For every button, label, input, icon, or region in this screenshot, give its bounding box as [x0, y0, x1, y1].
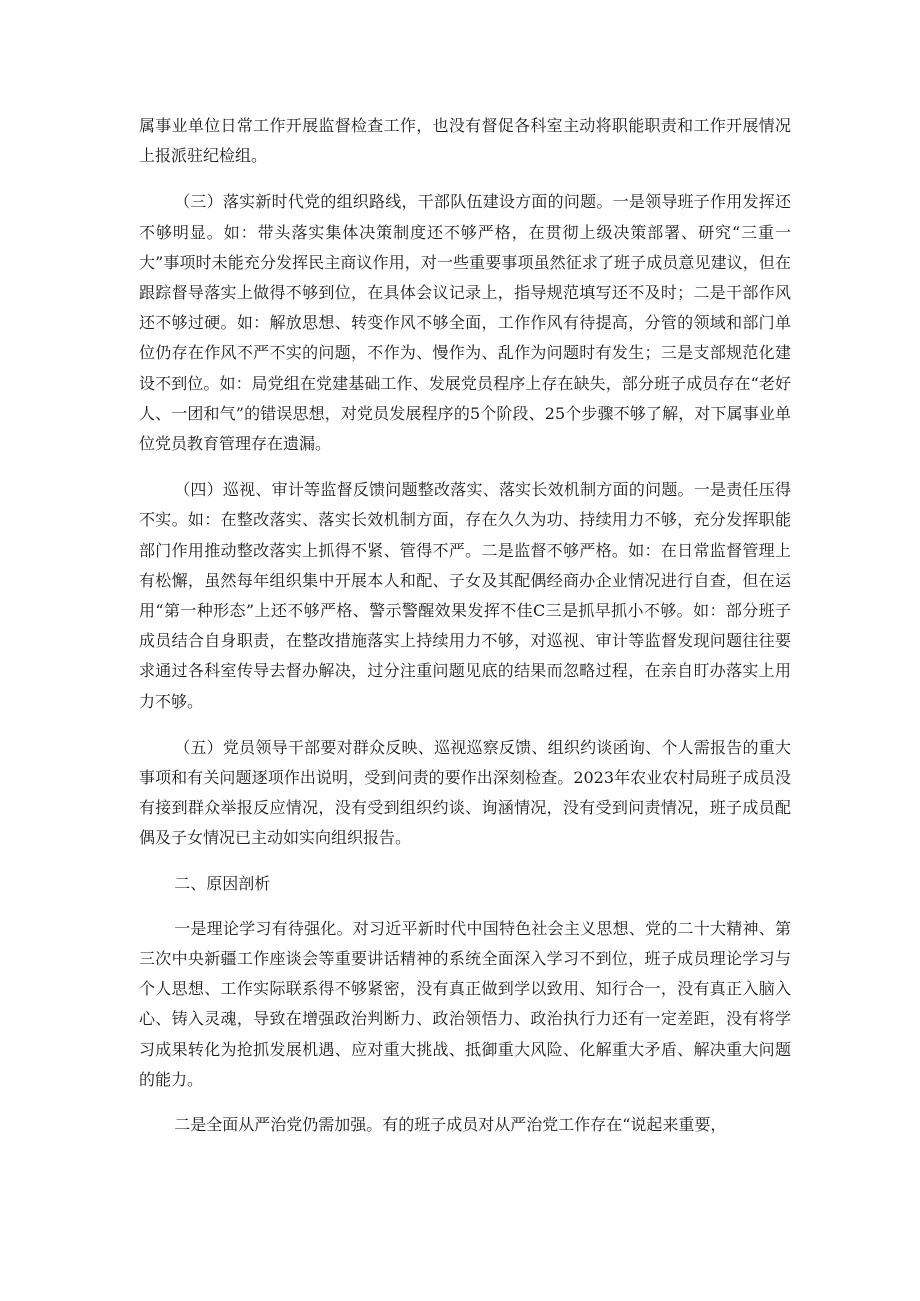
paragraph-reason-2: 二是全面从严治党仍需加强。有的班子成员对从严治党工作存在“说起来重要， [174, 1115, 727, 1135]
paragraph-section-3: （三）落实新时代党的组织路线，干部队伍建设方面的问题。一是领导班子作用发挥还不够明显。如：带头落实集体决策制度还不够严格，在贯彻上级决策部署、研究“三重一大”事项时未能充分发挥民主商议作用，对一些重要事项虽然征求了班子成员意见建议，但在跟踪督导落实上做得不够到位，在具体会议记录上，指导规范填写还不及时；二是干部作风还不够过硬。如：解放思想、转变作风不够全面，工作作风有待提高，分管的领域和部门单位仍存在作风不严不实的问题，不作为、慢作为、乱作为问题时有发生；三是支部规范化建设不到位。如：局党组在党建基础工作、发展党员程序上存在缺失，部分班子成员存在“老好人、一团和气”的错误思想，对党员发展程序的5个阶段、25个步骤不够了解，对下属事业单位党员教育管理存在遗漏。 [139, 192, 791, 454]
paragraph-section-5: （五）党员领导干部要对群众反映、巡视巡察反馈、组织约谈函询、个人需报告的重大事项和有关问题逐项作出说明，受到问责的要作出深刻检查。2023年农业农村局班子成员没有接到群众举报反应情况，没有受到组织约谈、询涵情况，没有受到问责情况，班子成员配偶及子女情况已主动如实向组织报告。 [139, 737, 791, 848]
paragraph-continuation: 属事业单位日常工作开展监督检查工作，也没有督促各科室主动将职能职责和工作开展情况上报派驻纪检组。 [139, 116, 791, 166]
paragraph-section-4: （四）巡视、审计等监督反馈问题整改落实、落实长效机制方面的问题。一是责任压得不实。如：在整改落实、落实长效机制方面，存在久久为功、持续用力不够，充分发挥职能部门作用推动整改落实上抓得不紧、管得不严。二是监督不够严格。如：在日常监督管理上有松懈，虽然每年组织集中开展本人和配、子女及其配偶经商办企业情况进行自查，但在运用“第一种形态”上还不够严格、警示警醒效果发挥不佳C三是抓早抓小不够。如：部分班子成员结合自身职责，在整改措施落实上持续用力不够，对巡视、审计等监督发现问题往往要求通过各科室传导去督办解决，过分注重问题见底的结果而忽略过程，在亲自盯办落实上用力不够。 [139, 480, 791, 711]
document-page [139, 111, 791, 1140]
section-heading-cause-analysis: 二、原因剖析 [174, 873, 271, 893]
paragraph-reason-1: 一是理论学习有待强化。对习近平新时代中国特色社会主义思想、党的二十大精神、第三次中央新疆工作座谈会等重要讲话精神的系统全面深入学习不到位，班子成员理论学习与个人思想、工作实际联系得不够紧密，没有真正做到学以致用、知行合一，没有真正入脑入心、铸入灵魂，导致在增强政治判断力、政治领悟力、政治执行力还有一定差距，没有将学习成果转化为抢抓发展机遇、应对重大挑战、抵御重大风险、化解重大矛盾、解决重大问题的能力。 [139, 918, 791, 1089]
